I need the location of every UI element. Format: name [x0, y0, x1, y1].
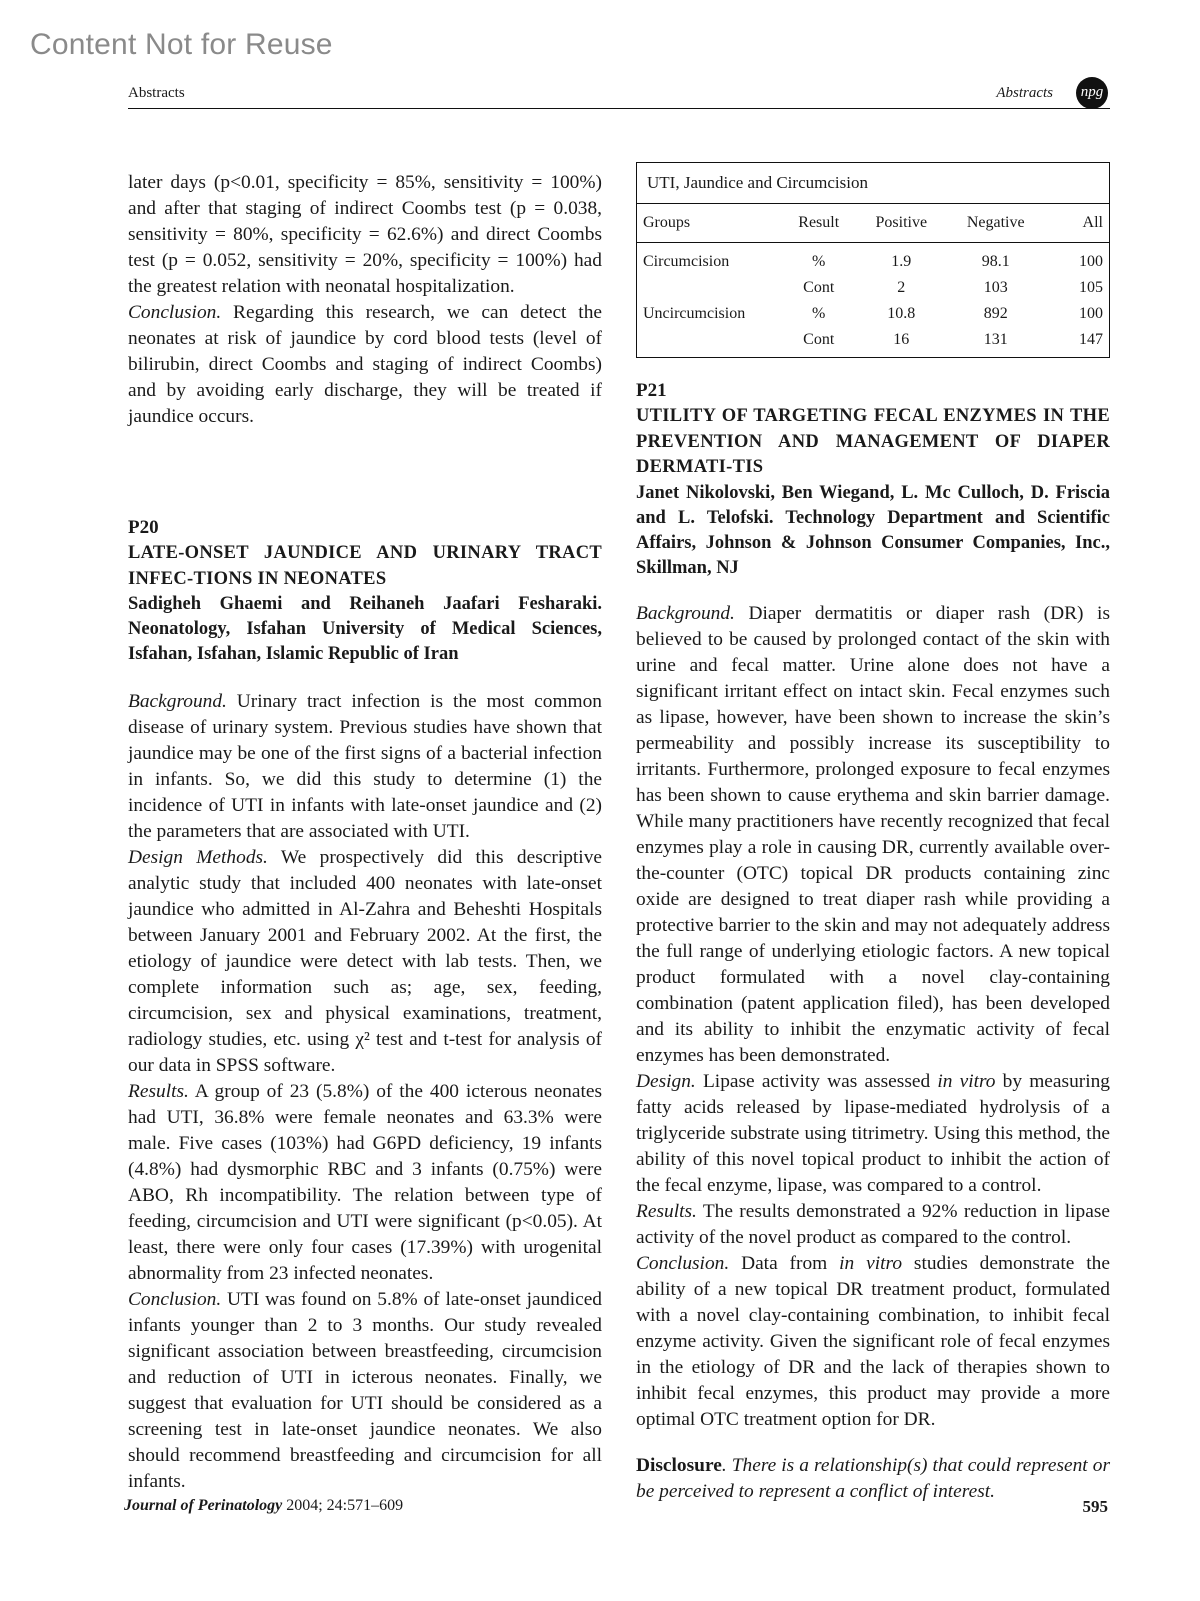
table-cell: Cont: [803, 279, 835, 296]
abstract-disclosure: Disclosure. There is a relationship(s) that could represent or be perceived to represent a conflict of interest.: [636, 1454, 1110, 1502]
header-rule: [128, 108, 1110, 109]
table-row: [637, 301, 1109, 327]
abstract-design: Design. Lipase activity was assessed in vitro by measuring fatty acids released by lipase-mediated hydrolysis of a triglyceride substrate using titrimetry. Using this method, the ability of this novel topical product to inhibit the action of the fecal enzyme, lipase, was compared to a control.: [636, 1070, 1110, 1196]
table-cell: 105: [1079, 279, 1103, 296]
abstract-design: Design Methods. We prospectively did this descriptive analytic study that included 400 neonates with late-onset jaundice who admitted in Al-Zahra and Beheshti Hospitals between January 2001 and February 2002. At the first, the etiology of jaundice were detect with lab tests. Then, we complete information such as; age, sex, feeding, circumcision, sex and physical examinations, treatment, radiology studies, etc. using χ² test and t-test for analysis of our data in SPSS software.: [128, 847, 602, 1076]
table-cell: 892: [983, 305, 1008, 322]
continuation-conclusion: Conclusion. Regarding this research, we can detect the neonates at risk of jaundice by cord blood tests (level of bilirubin, direct Coombs and staging of indirect Coombs) and by avoiding early discharge, they will be treated if jaundice occurs.: [128, 302, 602, 427]
table-cell: [637, 327, 779, 358]
data-table: [636, 162, 1110, 358]
publisher-logo: npg: [1076, 77, 1108, 109]
abstract-p20: [128, 515, 602, 1495]
table-cell: 1.9: [891, 253, 912, 270]
abstract-title: UTILITY OF TARGETING FECAL ENZYMES IN THE PREVENTION AND MANAGEMENT OF DIAPER DERMATI-TIS: [636, 406, 1110, 477]
table-cell: Circumcision: [643, 253, 730, 270]
table-cell: Cont: [779, 327, 859, 358]
footer-citation: Journal of Perinatology 2004; 24:571–609: [124, 1497, 404, 1514]
continuation-abstract: [128, 170, 602, 430]
abstract-title: LATE-ONSET JAUNDICE AND URINARY TRACT INFEC-TIONS IN NEONATES: [128, 543, 602, 589]
table-cell: 131: [944, 327, 1048, 358]
table-cell: %: [812, 305, 826, 322]
abstract-authors: Janet Nikolovski, Ben Wiegand, L. Mc Culloch, D. Friscia and L. Telofski. Technology Department and Scientific Affairs, Johnson & Johnson Consumer Companies, Inc., Skillman, NJ: [636, 482, 1110, 578]
table-cell: 100: [1079, 253, 1103, 270]
page-number: 595: [1082, 1497, 1108, 1516]
table-caption: UTI, Jaundice and Circumcision: [636, 162, 1110, 203]
abstract-authors: Sadigheh Ghaemi and Reihaneh Jaafari Fesharaki. Neonatology, Isfahan University of Medical Sciences, Isfahan, Isfahan, Islamic Republic of Iran: [128, 594, 602, 664]
table-header-cell: Negative: [944, 204, 1048, 243]
table-header-cell: All: [1048, 204, 1109, 243]
table-header-cell: Groups: [637, 204, 779, 243]
abstract-code: P21: [636, 380, 667, 401]
table-cell: 103: [983, 279, 1008, 296]
table-cell: 2: [897, 279, 906, 296]
table-cell: 100: [1079, 305, 1103, 322]
journal-name: Journal of Perinatology: [124, 1497, 283, 1514]
table-cell: [637, 275, 779, 301]
running-head-left: Abstracts: [128, 85, 185, 101]
abstract-code: P20: [128, 517, 159, 538]
table-cell: 10.8: [887, 305, 916, 322]
abstract-results: Results. A group of 23 (5.8%) of the 400 icterous neonates had UTI, 36.8% were female neonates and 63.3% were male. Five cases (103%) had G6PD deficiency, 19 infants (4.8%) had dysmorphic RBC and 3 infants (0.75%) were ABO, Rh incompatibility. The relation between type of feeding, circumcision and UTI were significant (p<0.05). At least, there were only four cases (17.39%) with urogenital abnormality from 23 infected neonates.: [128, 1081, 602, 1284]
abstract-background: Background. Diaper dermatitis or diaper rash (DR) is believed to be caused by prolonged contact of the skin with urine and fecal matter. Urine alone does not have a significant irritant effect on intact skin. Fecal enzymes such as lipase, however, have been shown to increase the skin’s permeability and possibly increase its susceptibility to irritants. Furthermore, prolonged exposure to fecal enzymes has been shown to cause erythema and skin barrier damage. While many practitioners have recently recognized that fecal enzymes play a role in causing DR, currently available over-the-counter (OTC) topical DR products containing zinc oxide are designed to treat diaper rash while providing a protective barrier to the skin and may not adequately address the full range of underlying etiologic factors. A new topical product formulated with a novel clay-containing combination (patent application filed), has been developed and its ability to inhibit the enzymatic activity of fecal enzymes has been demonstrated.: [636, 602, 1110, 1066]
watermark: Content Not for Reuse: [30, 28, 333, 61]
continuation-text: later days (p<0.01, specificity = 85%, sensitivity = 100%) and after that staging of indirect Coombs test (p = 0.038, sensitivity = 80%, specificity = 62.6%) and direct Coombs test (p = 0.052, sensitivity = 20%, specificity = 100%) had the greatest relation with neonatal hospitalization.: [128, 172, 602, 297]
table-row: [637, 275, 1109, 301]
table-cell: %: [812, 253, 826, 270]
table-cell: Uncircumcision: [643, 305, 746, 322]
abstract-p21: [636, 378, 1110, 1505]
table-row: [637, 243, 1109, 276]
table-box: [636, 203, 1110, 358]
table-header-cell: Positive: [859, 204, 944, 243]
table-header-cell: Result: [779, 204, 859, 243]
abstract-conclusion: Conclusion. UTI was found on 5.8% of late-onset jaundiced infants younger than 2 to 3 months. Our study revealed significant association between breastfeeding, circumcision and reduction of UTI in icterous neonates. Finally, we suggest that evaluation for UTI should be considered as a screening test in late-onset jaundice neonates. We also should recommend breastfeeding and circumcision for all infants.: [128, 1289, 602, 1492]
abstract-conclusion: Conclusion. Data from in vitro studies demonstrate the ability of a new topical DR treatment product, formulated with a novel clay-containing combination, to inhibit fecal enzyme activity. Given the significant role of fecal enzymes in the etiology of DR and the lack of therapies shown to inhibit fecal enzymes, this product may provide a more optimal OTC treatment option for DR.: [636, 1252, 1110, 1430]
table-grid: [637, 203, 1109, 358]
abstract-background: Background. Urinary tract infection is the most common disease of urinary system. Previous studies have shown that jaundice may be one of the first signs of a bacterial infection in infants. So, we did this study to determine (1) the incidence of UTI in infants with late-onset jaundice and (2) the parameters that are associated with UTI.: [128, 691, 602, 842]
table-cell: 147: [1048, 327, 1109, 358]
table-header-row: [637, 204, 1109, 243]
table-cell: 98.1: [981, 253, 1010, 270]
abstract-results: Results. The results demonstrated a 92% reduction in lipase activity of the novel product as compared to the control.: [636, 1200, 1110, 1248]
running-head-right: Abstracts: [996, 85, 1053, 101]
table-cell: 16: [859, 327, 944, 358]
table-row: [637, 327, 1109, 358]
